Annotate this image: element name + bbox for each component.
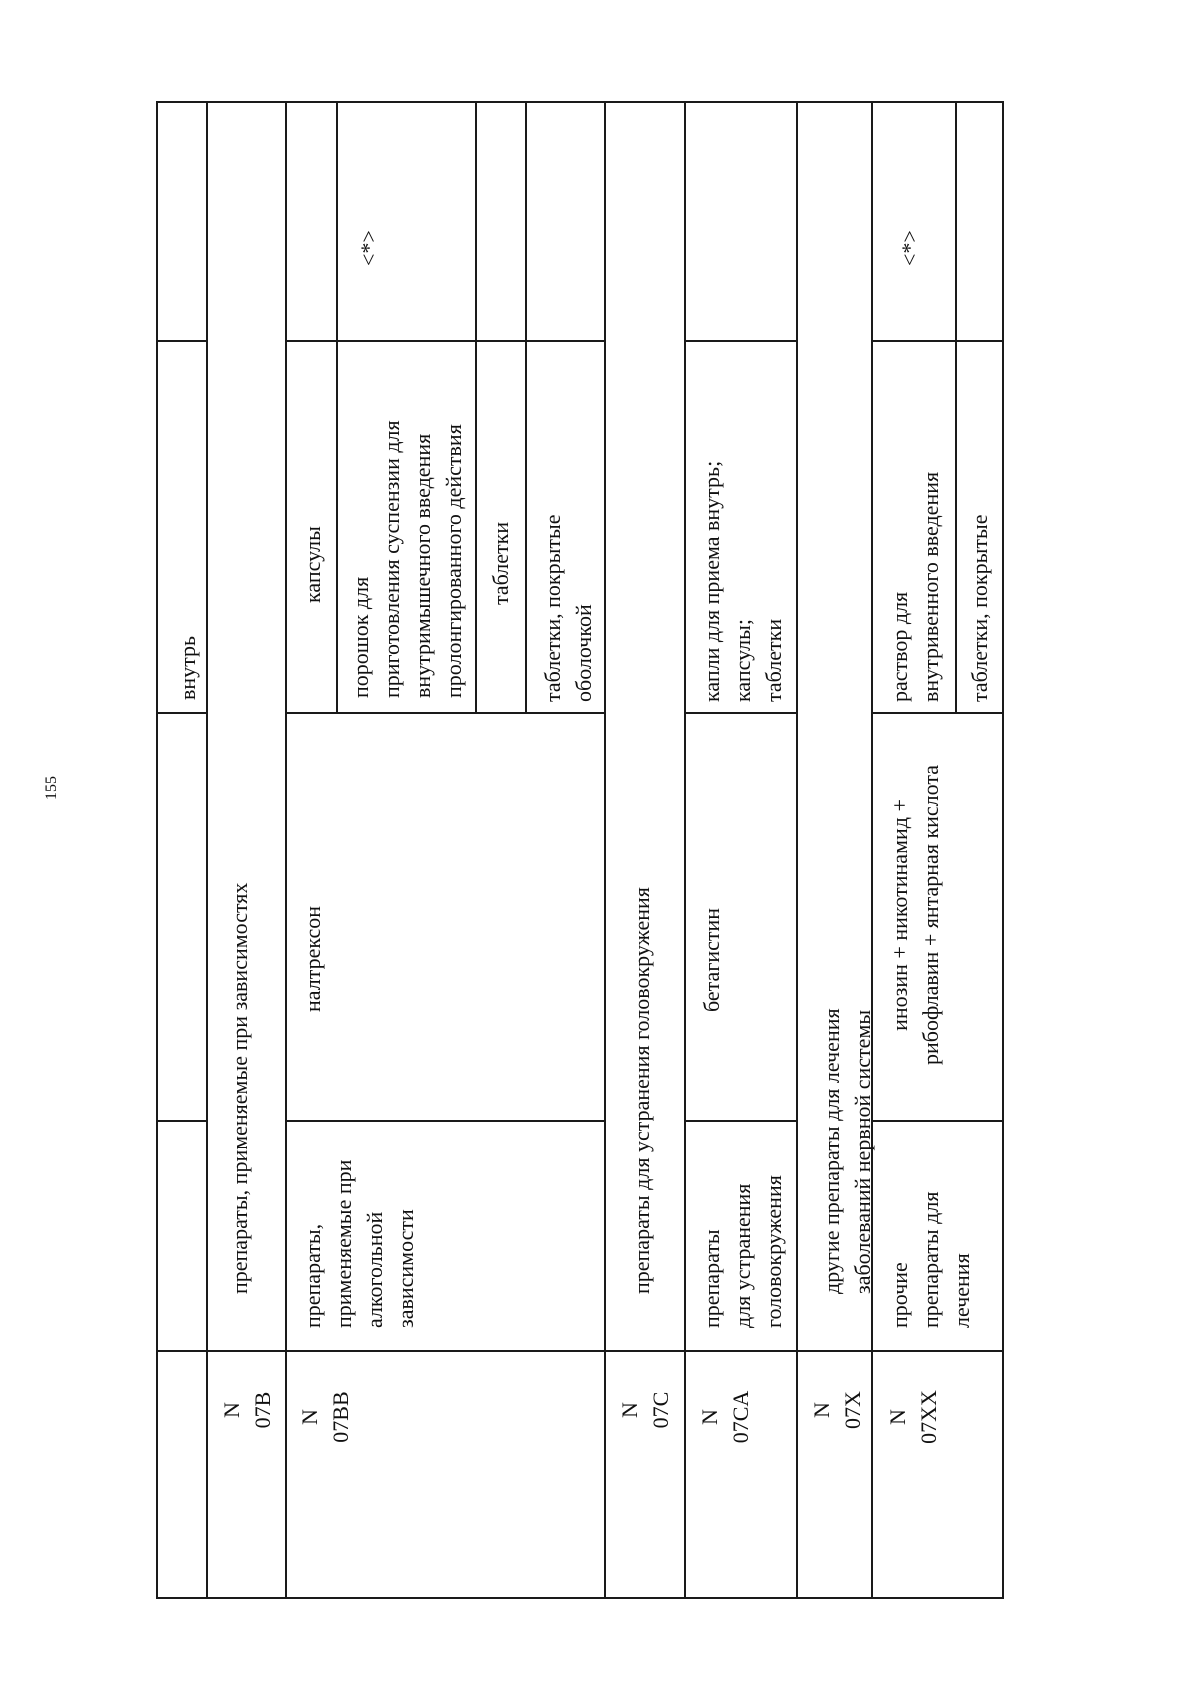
atc-code-n07c: N 07C [617, 1391, 673, 1429]
atc-code-n07x: N 07X [809, 1391, 865, 1429]
group-name-n07bb: препараты, применяемые при алкогольной зависимости [300, 1159, 418, 1328]
form-n07bb-powder: порошок для приготовления суспензии для внутримышечного введения пролонгированного действия [348, 420, 466, 698]
table-border-right [1002, 101, 1004, 1599]
col-separator [285, 1350, 604, 1352]
row-separator [604, 101, 606, 1599]
row-separator [285, 101, 287, 1599]
row-separator [796, 101, 798, 1599]
col-separator [285, 1120, 604, 1122]
row-separator [684, 101, 686, 1599]
col-separator [871, 1120, 1002, 1122]
col-separator [684, 712, 796, 714]
col-separator [285, 712, 604, 714]
table-border-bottom [156, 1597, 1004, 1599]
form-n07bb-tablets: таблетки [488, 521, 513, 605]
col-separator [871, 712, 1002, 714]
form-n07xx-coated-tablets: таблетки, покрытые [967, 514, 992, 702]
subrow-separator [336, 101, 338, 713]
atc-code-n07b: N 07B [219, 1391, 275, 1429]
forms-n07ca: капли для приема внутрь; капсулы; таблетки [699, 460, 786, 702]
table-border-top [156, 101, 1004, 103]
row-separator [206, 101, 208, 1599]
col-separator [156, 712, 206, 714]
group-name-n07ca: препараты для устранения головокружения [699, 1175, 786, 1328]
page-number: 155 [43, 776, 60, 800]
subrow-separator [525, 101, 527, 713]
form-n07xx-iv-solution: раствор для внутривенного введения [887, 471, 943, 702]
group-title-n07x: другие препараты для лечения заболеваний нервной системы [819, 1008, 875, 1294]
atc-code-n07bb: N 07BB [297, 1391, 353, 1443]
drug-name-n07ca: бетагистин [699, 907, 724, 1012]
col-separator [604, 1350, 684, 1352]
col-separator [285, 340, 604, 342]
subrow-separator [955, 101, 957, 713]
note-n07bb: <*> [356, 230, 381, 266]
route-label: внутрь [175, 635, 200, 700]
group-name-n07xx: прочие препараты для лечения [887, 1191, 974, 1328]
subrow-separator [475, 101, 477, 713]
col-separator [796, 1350, 871, 1352]
note-n07xx: <*> [897, 230, 922, 266]
col-separator [871, 1350, 1002, 1352]
col-separator [206, 1350, 285, 1352]
col-separator [871, 340, 1002, 342]
group-title-n07c: препараты для устранения головокружения [629, 887, 654, 1294]
col-separator [684, 1350, 796, 1352]
atc-code-n07ca: N 07CA [697, 1390, 753, 1444]
col-separator [684, 340, 796, 342]
col-separator [684, 1120, 796, 1122]
form-n07bb-coated-tablets: таблетки, покрытые оболочкой [540, 514, 596, 702]
form-n07bb-capsules: капсулы [300, 526, 325, 603]
atc-code-n07xx: N 07XX [885, 1390, 941, 1444]
row-separator [871, 101, 873, 1599]
col-separator [156, 1120, 206, 1122]
drug-name-n07xx: инозин + никотинамид + рибофлавин + янтарная кислота [887, 764, 943, 1066]
col-separator [156, 340, 206, 342]
col-separator [156, 1350, 206, 1352]
drug-name-n07bb: налтрексон [300, 905, 325, 1012]
table-border-left [156, 101, 158, 1599]
group-title-n07b: препараты, применяемые при зависимостях [227, 882, 252, 1294]
